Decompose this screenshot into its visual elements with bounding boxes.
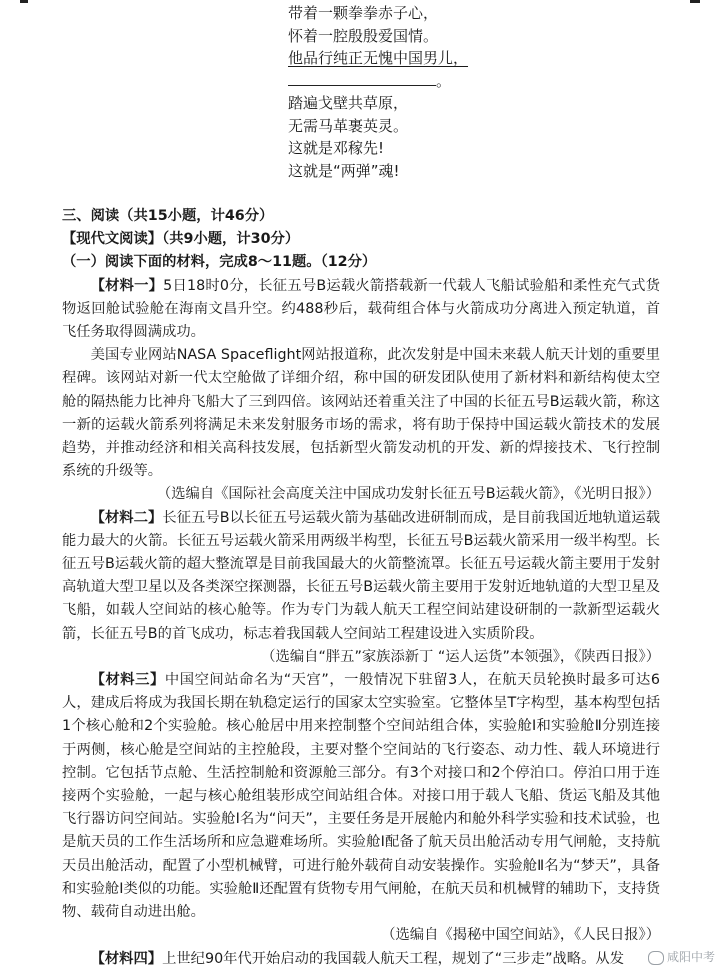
material-3-source: （选编自《揭秘中国空间站》，《人民日报》） <box>381 927 660 944</box>
material-1-source: （选编自《国际社会高度关注中国成功发射长征五号B运载火箭》，《光明日报》） <box>156 486 660 503</box>
poem-block <box>288 2 468 182</box>
material-text: 5日18时0分，长征五号B运载火箭搭载新一代载人飞船试验船和柔性充气式货物返回舱试验舱在海南文昌升空。约488秒后，载荷组合体与火箭成功分离进入预定轨道，首飞任务取得圆满成功。 <box>62 277 660 341</box>
material-tag: 【材料四】 <box>90 950 163 967</box>
section-heading: 三、阅读（共15小题，计46分） <box>62 208 274 224</box>
poem-underlined-line: 他品行纯正无愧中国男儿， <box>288 49 469 67</box>
top-edge-mark-right <box>690 0 700 3</box>
poem-line: 带着一颗拳拳赤子心， <box>288 4 439 22</box>
material-2-source: （选编自“胖五”家族添新丁 “运人运货”本领强》，《陕西日报》） <box>261 648 660 665</box>
material-1-paragraph-2: 美国专业网站NASA Spaceflight网站报道称，此次发射是中国未来载人航天计划的重要里程碑。该网站对新一代太空舱做了详细介绍，称中国的研发团队使用了新材料和新结构使太空舱的隔热能力比神舟飞船大了三到四倍。该网站还着重关注了中国的长征五号B运载火箭，称这一新的运载火箭系列将满足未来发射服务市场的需求，将有助于保持中国运载火箭技术的发展趋势，并推动经济和相关高科技发展，包括新型火箭发动机的开发、新的焊接技术、飞行控制系统的升级等。 <box>62 347 660 480</box>
fill-in-blank <box>288 70 436 86</box>
material-text: 上世纪90年代开始启动的我国载人航天工程，规划了“三步走”战略。从发 <box>162 950 624 967</box>
top-edge-mark-left <box>20 0 28 3</box>
material-text: 中国空间站命名为“天宫”，一般情况下驻留3人，在航天员轮换时最多可达6人，建成后将成为我国长期在轨稳定运行的国家太空实验室。它整体呈T字构型，基本构型包括1个核心舱和2个实验舱。核心舱居中用来控制整个空间站组合体，实验舱Ⅰ和实验舱Ⅱ分别连接于两侧，核心舱是空间站的主控舱段，主要对整个空间站的飞行姿态、动力性、载人环境进行控制。它包括节点舱、生活控制舱和资源舱三部分。有3个对接口和2个停泊口。停泊口用于连接两个实验舱，一起与核心舱组装形成空间站组合体。对接口用于载人飞船、货运飞船及其他飞行器访问空间站。实验舱Ⅰ名为“问天”，主要任务是开展舱内和舱外科学实验和技术试验，也是航天员的工作生活场所和应急避难场所。实验舱Ⅰ配备了航天员出舱活动专用气闸舱，支持航天员出舱活动，配置了小型机械臂，可进行舱外载荷自动安装操作。实验舱Ⅱ名为“梦天”，具备和实验舱Ⅰ类似的功能。实验舱Ⅱ还配置有货物专用气闸舱，在航天员和机械臂的辅助下，支持货物、载荷自动进出舱。 <box>62 672 661 921</box>
material-tag: 【材料一】 <box>90 277 164 294</box>
material-4-paragraph <box>62 948 660 971</box>
blank-suffix: 。 <box>436 71 452 90</box>
watermark <box>648 948 715 965</box>
material-text: 长征五号B以长征五号运载火箭为基础改进研制而成，是目前我国近地轨道运载能力最大的火箭。长征五号运载火箭采用两级半构型，长征五号B运载火箭采用一级半构型。长征五号B运载火箭的超大整流罩是目前我国最大的火箭整流罩。长征五号运载火箭主要用于发射高轨道大型卫星以及各类深空探测器，长征五号B运载火箭主要用于发射近地轨道的大型卫星及飞船，如载人空间站的核心舱等。作为专门为载人航天工程空间站建设研制的一款新型运载火箭，长征五号B的首飞成功，标志着我国载人空间站工程建设进入实质阶段。 <box>62 509 660 642</box>
poem-line: 这就是“两弹”魂! <box>288 161 400 180</box>
poem-line: 踏遍戈壁共草原， <box>288 94 409 112</box>
watermark-text: 咸阳中考 <box>666 950 715 964</box>
material-2-paragraph <box>62 507 660 646</box>
material-3-paragraph <box>62 669 660 924</box>
poem-blank-line <box>288 70 468 93</box>
section-subheading: 【现代文阅读】（共9小题，计30分） <box>62 231 300 248</box>
material-tag: 【材料三】 <box>90 672 165 689</box>
poem-line: 怀着一腔殷殷爱国情。 <box>288 26 439 45</box>
poem-underlined-line-wrap <box>288 47 468 70</box>
poem-line: 无需马革裹英灵。 <box>288 116 409 135</box>
material-1-paragraph <box>62 275 660 345</box>
wechat-icon <box>648 951 664 965</box>
poem-line: 这就是邓稼先! <box>288 139 385 157</box>
material-tag: 【材料二】 <box>90 509 163 526</box>
part-heading: （一）阅读下面的材料，完成8～11题。（12分） <box>62 254 377 271</box>
reading-section <box>62 205 660 971</box>
